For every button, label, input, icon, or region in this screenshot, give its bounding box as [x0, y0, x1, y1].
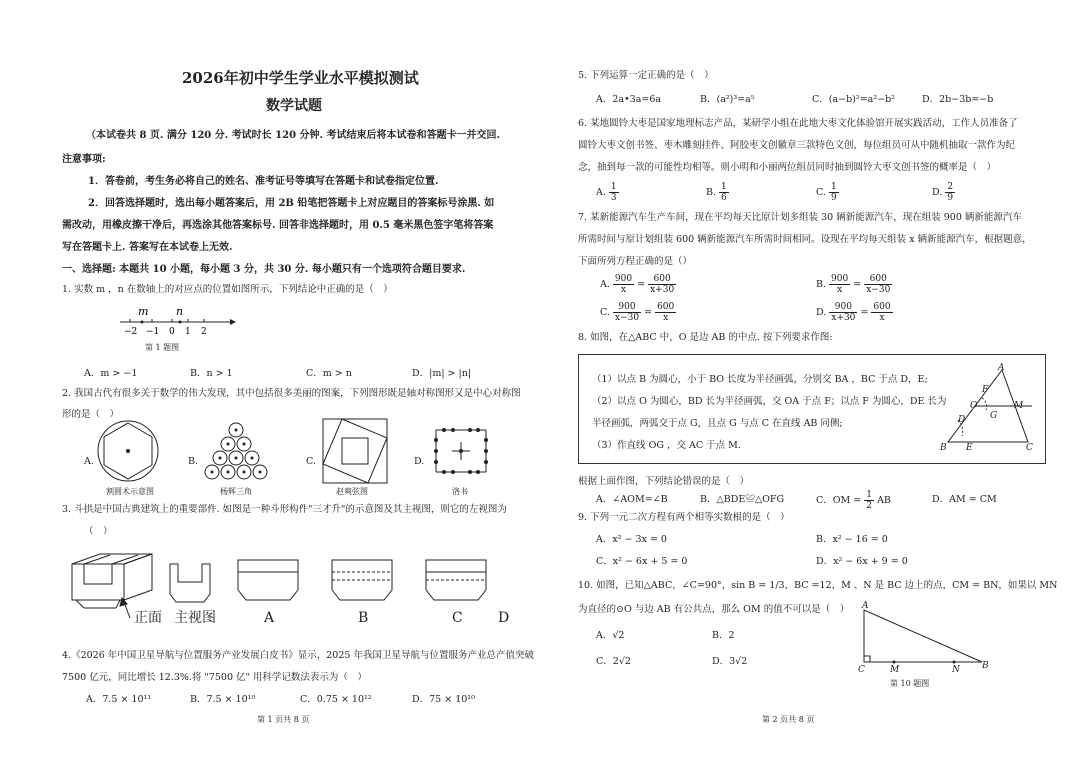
q10-fig-caption: 第 10 题图: [890, 679, 930, 688]
section-heading: 一、选择题: 本题共 10 小题，每小题 3 分，共 30 分. 每小题只有一个选项符合题目要求.: [62, 264, 466, 275]
q5-option-a: A．2a•3a=6a: [596, 94, 662, 105]
q6-option-a: A. $\frac{1}{3}$: [596, 182, 617, 203]
page-footer-left: 第 1 页共 8 页: [257, 715, 310, 724]
q8-label-o: O: [970, 401, 978, 411]
q3-label-main-view: 主视图: [174, 610, 216, 626]
q2-caption-c: 赵爽弦图: [336, 487, 368, 496]
q8-question: 根据上面作图，下列结论错误的是（ ）: [578, 476, 750, 487]
q6-line: 6. 某地圆铃大枣是国家地理标志产品，某研学小组在此地大枣文化体验馆开展实践活动，工作人员准备了: [578, 118, 1018, 129]
q9-option-d: D．x² − 6x + 9 = 0: [816, 556, 908, 567]
q8-label-b: B: [940, 443, 947, 453]
q2-stem: 2. 我国古代有很多关于数学的伟大发现，其中包括很多美丽的图案，下列图形既是轴对称图形又是中心对称图: [62, 388, 521, 399]
q10-option-c: C．2√2: [596, 656, 631, 667]
q7-option-d: D. $\frac{900}{x+30}$ = $\frac{600}{x}$: [816, 302, 891, 323]
q1-option-b: B．n > 1: [190, 368, 233, 379]
q2-caption-a: 割圆术示意图: [106, 487, 154, 496]
q1-tick-label: 2: [201, 327, 207, 337]
q4-option-b: B．7.5 × 10¹⁰: [190, 694, 256, 705]
q2-figure-a: [94, 420, 162, 482]
q8-stem: 8. 如图，在△ABC 中，O 是边 AB 的中点. 按下列要求作图:: [578, 332, 833, 343]
q10-label-b: B: [982, 661, 989, 671]
notice-line: 需改动，用橡皮擦干净后，再选涂其他答案标号. 回答非选择题时，用 0.5 毫米黑色签字笔将答案: [62, 220, 494, 231]
q2-figure-c: [322, 418, 388, 484]
q10-label-m: M: [890, 665, 900, 675]
exam-title: 2026年初中学生学业水平模拟测试: [182, 69, 419, 87]
q3-figures: [70, 550, 510, 632]
q1-point-label: n: [176, 305, 184, 318]
q1-tick-label: 1: [185, 327, 191, 337]
q8-step: （3）作直线 OG ，交 AC 于点 M.: [592, 440, 741, 451]
q9-option-c: C．x² − 6x + 5 = 0: [596, 556, 688, 567]
q2-letter-b: B.: [188, 456, 199, 467]
q8-label-d: D: [958, 415, 966, 425]
q3-stem: 3. 斗拱是中国古典建筑上的重要部件. 如图是一种斗形构件"三才升"的示意图及其主视图，则它的左视图为: [62, 504, 507, 515]
q7-option-a: A. $\frac{900}{x}$ = $\frac{600}{x+30}$: [600, 274, 675, 295]
q1-number-line: [118, 304, 238, 338]
q10-label-c: C: [858, 665, 865, 675]
q10-option-b: B．2: [712, 630, 735, 641]
q6-line: 圆铃大枣文创书签、枣木雕刻挂件、阿胶枣文创徽章三款特色文创，每位组员可从中随机抽取一款作为纪: [578, 140, 1016, 151]
q8-label-m: M: [1014, 401, 1024, 411]
q4-option-d: D．75 × 10¹⁰: [412, 694, 475, 705]
q4-option-a: A．7.5 × 10¹¹: [86, 694, 152, 705]
q10-option-a: A．√2: [596, 630, 625, 641]
q10-figure: [858, 602, 990, 674]
q8-step: （1）以点 B 为圆心，小于 BO 长度为半径画弧，分别交 BA ，BC 于点 D，E;: [592, 374, 928, 385]
q8-label-g: G: [990, 411, 998, 421]
q5-stem: 5. 下列运算一定正确的是（ ）: [578, 70, 714, 81]
page-footer-right: 第 2 页共 8 页: [762, 715, 815, 724]
q9-option-a: A．x² − 3x = 0: [596, 534, 667, 545]
q10-label-n: N: [952, 665, 960, 675]
exam-intro: （本试卷共 8 页. 满分 120 分. 考试时长 120 分钟. 考试结束后将本试卷和答题卡一并交回.: [86, 130, 500, 141]
q5-option-b: B．(a²)³=a⁵: [700, 94, 755, 105]
q7-option-c: C. $\frac{900}{x-30}$ = $\frac{600}{x}$: [600, 302, 675, 323]
q7-line: 所需时间与原计划组装 600 辆新能源汽车所需时间相同。设现在平均每天组装 x 辆新能源汽车，根据题意，: [578, 234, 1032, 245]
q1-tick-label: −1: [146, 327, 160, 337]
q1-fig-caption: 第 1 题图: [145, 343, 180, 352]
q6-option-b: B. $\frac{1}{6}$: [706, 182, 727, 203]
q10-stem: 为直径的⊙O 与边 AB 有公共点，那么 OM 的值不可以是（ ）: [578, 604, 850, 615]
q1-stem: 1. 实数 m ，n 在数轴上的对应点的位置如图所示，下列结论中正确的是（ ）: [62, 284, 393, 295]
q1-option-a: A．m > −1: [84, 368, 138, 379]
q5-option-c: C．(a−b)²=a²−b²: [812, 94, 895, 105]
q8-label-a: A: [998, 363, 1005, 373]
q8-option-a: A．∠AOM=∠B: [596, 494, 668, 505]
q3-label-front: 正面: [134, 610, 162, 626]
q9-stem: 9. 下列一元二次方程有两个相等实数根的是（ ）: [578, 512, 790, 523]
q8-label-c: C: [1026, 443, 1033, 453]
q8-label-e: E: [966, 443, 973, 453]
q8-option-d: D．AM = CM: [932, 494, 997, 505]
q5-option-d: D．2b−3b=−b: [922, 94, 994, 105]
q2-figure-d: [428, 420, 494, 482]
q6-line: 念，抽到每一款的可能性均相等。则小明和小丽两位组员同时抽到圆铃大枣文创书签的概率是（ ）: [578, 162, 997, 173]
q8-option-b: B．△BDE≌△OFG: [700, 494, 785, 505]
q4-stem: 4.《2026 年中国卫星导航与位置服务产业发展白皮书》显示，2025 年我国卫星导航与位置服务产业总产值突破: [62, 650, 534, 661]
q1-option-c: C．m > n: [306, 368, 352, 379]
q10-option-d: D．3√2: [712, 656, 748, 667]
notice-line: 2．回答选择题时，选出每小题答案后，用 2B 铅笔把答题卡上对应题目的答案标号涂黑. 如: [88, 198, 495, 209]
q3-label-c: C: [452, 610, 463, 626]
q1-option-d: D．|m| > |n|: [412, 368, 472, 379]
q10-label-a: A: [862, 601, 869, 611]
q8-step: 半径画弧，两弧交于点 G，且点 G 与点 C 在直线 AB 同侧;: [592, 418, 843, 429]
q7-option-b: B. $\frac{900}{x}$ = $\frac{600}{x-30}$: [816, 274, 891, 295]
notice-line: 写在答题卡上. 答案写在本试卷上无效.: [62, 242, 233, 253]
q10-stem: 10. 如图，已知△ABC，∠C=90°，sin B = 1/3，BC =12，M 、N 是 BC 边上的点，CM = BN，如果以 MN: [578, 580, 1058, 591]
q2-caption-d: 洛书: [452, 487, 468, 496]
q3-label-d: D: [498, 610, 510, 626]
q2-letter-a: A.: [84, 456, 94, 467]
q8-figure: [940, 364, 1036, 454]
exam-subtitle: 数学试题: [266, 98, 322, 114]
q2-letter-d: D.: [414, 456, 425, 467]
q2-caption-b: 杨辉三角: [220, 487, 252, 496]
q3-label-a: A: [264, 610, 275, 626]
q6-option-c: C. $\frac{1}{9}$: [816, 182, 837, 203]
q8-option-c: C．OM = $\frac{1}{2}$ AB: [816, 490, 891, 511]
q8-step: （2）以点 O 为圆心，BD 长为半径画弧，交 OA 于点 F；以点 F 为圆心，DE 长为: [592, 396, 947, 407]
q8-label-f: F: [982, 385, 989, 395]
q7-line: 下面所列方程正确的是（）: [578, 256, 693, 267]
q1-tick-label: 0: [169, 327, 175, 337]
q4-option-c: C．0.75 × 10¹²: [300, 694, 372, 705]
q7-line: 7. 某新能源汽车生产车间，现在平均每天比原计划多组装 30 辆新能源汽车，现在组装 900 辆新能源汽车: [578, 212, 1022, 223]
q2-letter-c: C.: [306, 456, 316, 467]
q3-stem: （ ）: [84, 526, 113, 537]
q1-tick-label: −2: [124, 327, 138, 337]
notice-heading: 注意事项:: [62, 154, 106, 165]
q2-stem: 形的是（ ）: [62, 409, 120, 420]
q6-option-d: D. $\frac{2}{9}$: [932, 182, 954, 203]
q3-label-b: B: [358, 610, 369, 626]
q2-figure-b: [200, 420, 272, 484]
q4-stem: 7500 亿元，同比增长 12.3%.将 "7500 亿" 用科学记数法表示为（ ）: [62, 672, 367, 683]
q1-point-label: m: [138, 305, 149, 318]
right-page: [540, 0, 1080, 764]
q9-option-b: B．x² − 16 = 0: [816, 534, 888, 545]
notice-line: 1．答卷前，考生务必将自己的姓名、准考证号等填写在答题卡和试卷指定位置.: [88, 176, 439, 187]
